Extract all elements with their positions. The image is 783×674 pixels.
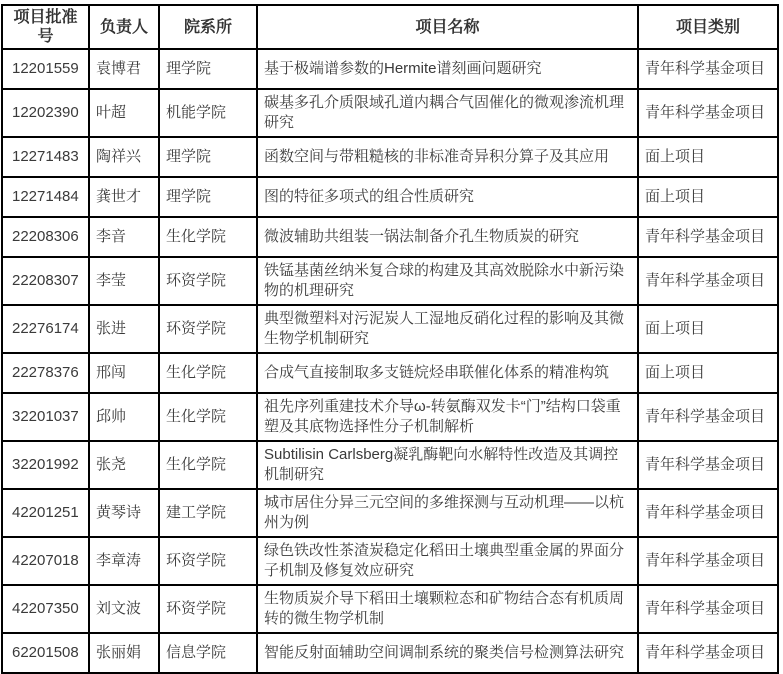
cell-pi: 邢闯 bbox=[89, 353, 159, 393]
cell-pi: 袁博君 bbox=[89, 49, 159, 89]
cell-department: 信息学院 bbox=[159, 633, 257, 673]
cell-category: 青年科学基金项目 bbox=[638, 89, 778, 137]
cell-pi: 龚世才 bbox=[89, 177, 159, 217]
cell-approval-no: 12271483 bbox=[2, 137, 89, 177]
cell-department: 理学院 bbox=[159, 177, 257, 217]
cell-department: 环资学院 bbox=[159, 585, 257, 633]
cell-approval-no: 42207350 bbox=[2, 585, 89, 633]
table-row bbox=[2, 585, 778, 633]
cell-category: 青年科学基金项目 bbox=[638, 393, 778, 441]
cell-department: 生化学院 bbox=[159, 393, 257, 441]
project-funding-table bbox=[1, 4, 779, 674]
cell-title: 城市居住分异三元空间的多维探测与互动机理——以杭州为例 bbox=[257, 489, 638, 537]
cell-category: 面上项目 bbox=[638, 353, 778, 393]
cell-pi: 叶超 bbox=[89, 89, 159, 137]
cell-approval-no: 62201508 bbox=[2, 633, 89, 673]
cell-department: 环资学院 bbox=[159, 537, 257, 585]
column-header-category: 项目类别 bbox=[638, 5, 778, 49]
cell-title: 微波辅助共组装一锅法制备介孔生物质炭的研究 bbox=[257, 217, 638, 257]
column-header-title: 项目名称 bbox=[257, 5, 638, 49]
cell-title: 碳基多孔介质限域孔道内耦合气固催化的微观渗流机理研究 bbox=[257, 89, 638, 137]
cell-approval-no: 12201559 bbox=[2, 49, 89, 89]
cell-pi: 刘文波 bbox=[89, 585, 159, 633]
cell-department: 机能学院 bbox=[159, 89, 257, 137]
cell-pi: 张尧 bbox=[89, 441, 159, 489]
table-row bbox=[2, 537, 778, 585]
cell-category: 面上项目 bbox=[638, 137, 778, 177]
table-row bbox=[2, 393, 778, 441]
cell-title: 生物质炭介导下稻田土壤颗粒态和矿物结合态有机质周转的微生物学机制 bbox=[257, 585, 638, 633]
table-row bbox=[2, 633, 778, 673]
table-row bbox=[2, 489, 778, 537]
cell-title: 铁锰基菌丝纳米复合球的构建及其高效脱除水中新污染物的机理研究 bbox=[257, 257, 638, 305]
cell-approval-no: 22278376 bbox=[2, 353, 89, 393]
cell-title: 函数空间与带粗糙核的非标准奇异积分算子及其应用 bbox=[257, 137, 638, 177]
cell-department: 建工学院 bbox=[159, 489, 257, 537]
cell-category: 青年科学基金项目 bbox=[638, 489, 778, 537]
cell-pi: 李章涛 bbox=[89, 537, 159, 585]
table-row bbox=[2, 217, 778, 257]
cell-department: 生化学院 bbox=[159, 217, 257, 257]
cell-title: 绿色铁改性茶渣炭稳定化稻田土壤典型重金属的界面分子机制及修复效应研究 bbox=[257, 537, 638, 585]
cell-pi: 陶祥兴 bbox=[89, 137, 159, 177]
cell-title: 合成气直接制取多支链烷烃串联催化体系的精准构筑 bbox=[257, 353, 638, 393]
cell-title: 基于极端谱参数的Hermite谱刻画问题研究 bbox=[257, 49, 638, 89]
table-row bbox=[2, 257, 778, 305]
cell-title: 祖先序列重建技术介导ω-转氨酶双发卡“门”结构口袋重塑及其底物选择性分子机制解析 bbox=[257, 393, 638, 441]
cell-department: 环资学院 bbox=[159, 305, 257, 353]
header-row bbox=[2, 5, 778, 49]
table-row bbox=[2, 353, 778, 393]
table-row bbox=[2, 441, 778, 489]
cell-category: 青年科学基金项目 bbox=[638, 217, 778, 257]
cell-approval-no: 22208307 bbox=[2, 257, 89, 305]
cell-title: 典型微塑料对污泥炭人工湿地反硝化过程的影响及其微生物学机制研究 bbox=[257, 305, 638, 353]
cell-category: 青年科学基金项目 bbox=[638, 49, 778, 89]
cell-approval-no: 32201037 bbox=[2, 393, 89, 441]
table-row bbox=[2, 177, 778, 217]
cell-approval-no: 22276174 bbox=[2, 305, 89, 353]
column-header-pi: 负责人 bbox=[89, 5, 159, 49]
table-row bbox=[2, 137, 778, 177]
cell-title: 智能反射面辅助空间调制系统的聚类信号检测算法研究 bbox=[257, 633, 638, 673]
cell-approval-no: 42207018 bbox=[2, 537, 89, 585]
table-header bbox=[2, 5, 778, 49]
cell-pi: 李音 bbox=[89, 217, 159, 257]
cell-department: 生化学院 bbox=[159, 441, 257, 489]
cell-department: 理学院 bbox=[159, 137, 257, 177]
cell-category: 青年科学基金项目 bbox=[638, 537, 778, 585]
cell-category: 青年科学基金项目 bbox=[638, 257, 778, 305]
column-header-approval-no: 项目批准号 bbox=[2, 5, 89, 49]
project-table-body bbox=[2, 49, 778, 673]
cell-pi: 李莹 bbox=[89, 257, 159, 305]
cell-category: 面上项目 bbox=[638, 305, 778, 353]
cell-pi: 张进 bbox=[89, 305, 159, 353]
table-row bbox=[2, 89, 778, 137]
cell-category: 青年科学基金项目 bbox=[638, 441, 778, 489]
cell-approval-no: 42201251 bbox=[2, 489, 89, 537]
cell-department: 生化学院 bbox=[159, 353, 257, 393]
cell-pi: 邱帅 bbox=[89, 393, 159, 441]
cell-approval-no: 32201992 bbox=[2, 441, 89, 489]
cell-pi: 张丽娟 bbox=[89, 633, 159, 673]
cell-title: Subtilisin Carlsberg凝乳酶靶向水解特性改造及其调控机制研究 bbox=[257, 441, 638, 489]
cell-approval-no: 12202390 bbox=[2, 89, 89, 137]
cell-category: 青年科学基金项目 bbox=[638, 585, 778, 633]
cell-approval-no: 12271484 bbox=[2, 177, 89, 217]
cell-approval-no: 22208306 bbox=[2, 217, 89, 257]
cell-department: 理学院 bbox=[159, 49, 257, 89]
cell-category: 面上项目 bbox=[638, 177, 778, 217]
table-row bbox=[2, 305, 778, 353]
cell-category: 青年科学基金项目 bbox=[638, 633, 778, 673]
cell-title: 图的特征多项式的组合性质研究 bbox=[257, 177, 638, 217]
column-header-department: 院系所 bbox=[159, 5, 257, 49]
cell-pi: 黄琴诗 bbox=[89, 489, 159, 537]
cell-department: 环资学院 bbox=[159, 257, 257, 305]
table-row bbox=[2, 49, 778, 89]
